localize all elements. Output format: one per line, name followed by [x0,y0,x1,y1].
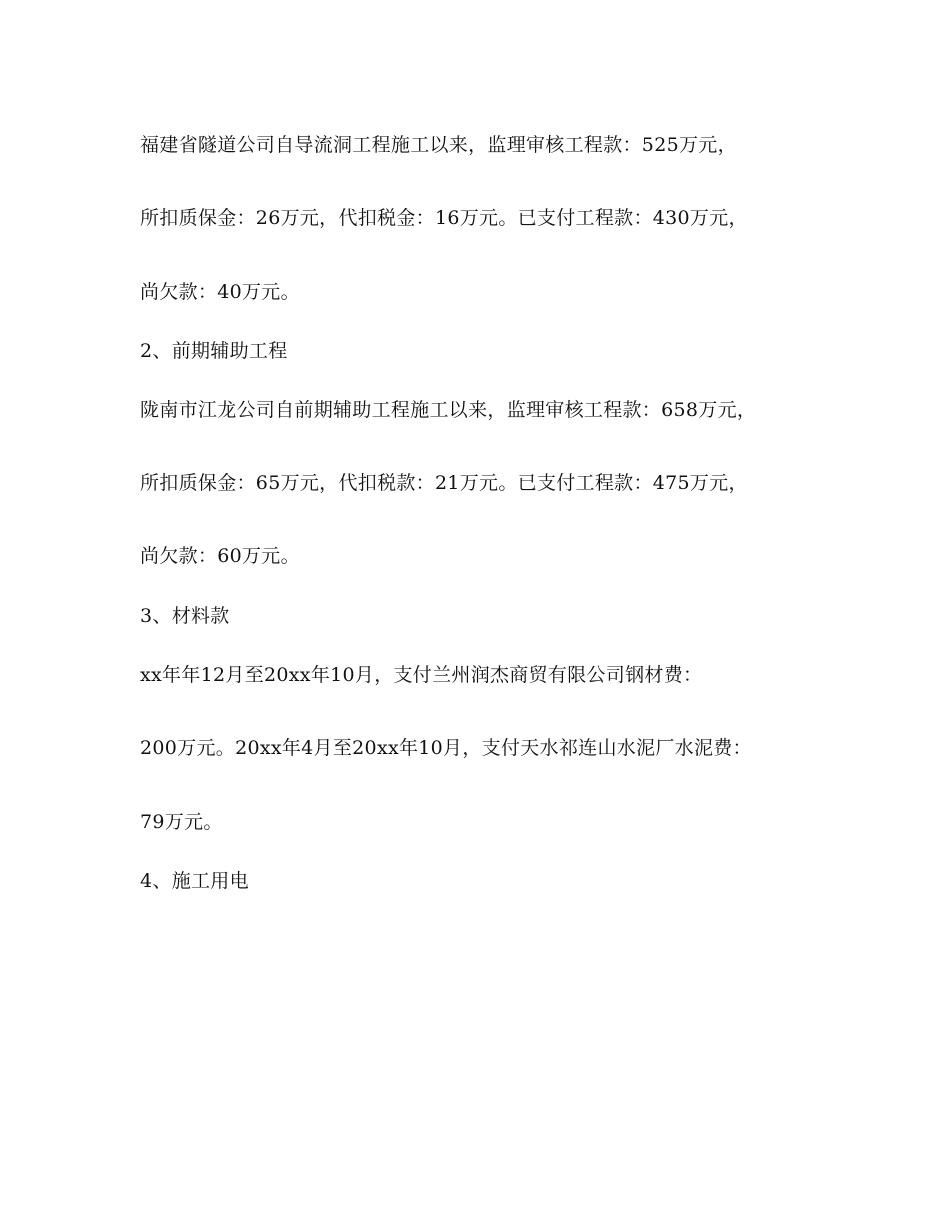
paragraph-line: 所扣质保金：26万元，代扣税金：16万元。已支付工程款：430万元， [140,207,748,229]
paragraph-line: 尚欠款：60万元。 [140,545,300,567]
paragraph-line: 陇南市江龙公司自前期辅助工程施工以来，监理审核工程款：658万元， [140,399,757,421]
section-heading: 2、前期辅助工程 [140,340,288,362]
paragraph-line: 福建省隧道公司自导流洞工程施工以来，监理审核工程款：525万元， [140,134,737,156]
paragraph-line: 尚欠款：40万元。 [140,281,300,303]
paragraph-line: 79万元。 [140,811,223,833]
section-heading: 3、材料款 [140,605,230,627]
paragraph-line: xx年年12月至20xx年10月，支付兰州润杰商贸有限公司钢材费： [140,664,703,686]
paragraph-line: 200万元。20xx年4月至20xx年10月，支付天水祁连山水泥厂水泥费： [140,737,752,759]
section-heading: 4、施工用电 [140,870,249,892]
paragraph-line: 所扣质保金：65万元，代扣税款：21万元。已支付工程款：475万元， [140,472,748,494]
